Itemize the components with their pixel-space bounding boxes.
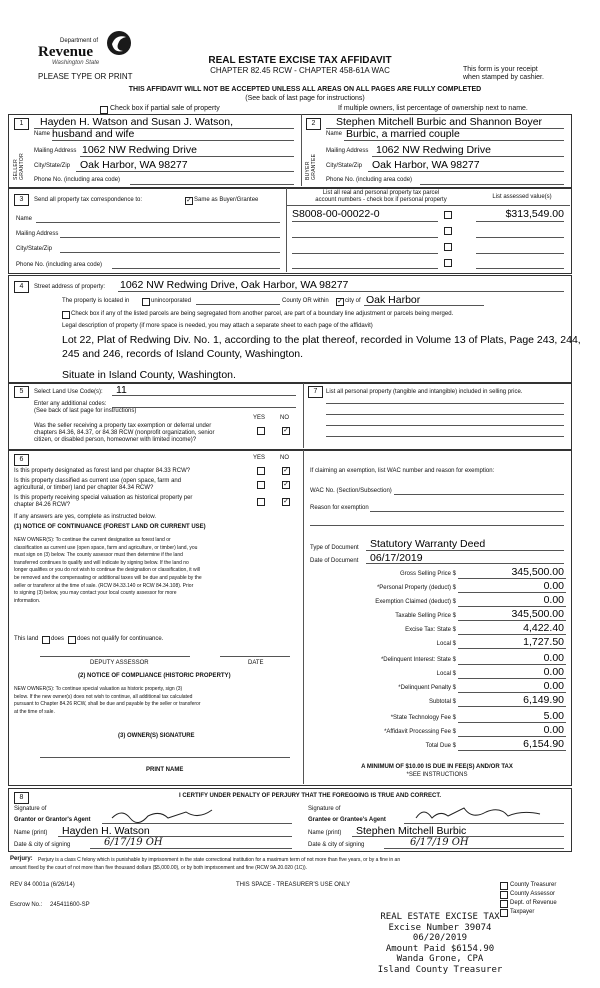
calc-label: *Delinquent Penalty $ xyxy=(398,685,456,691)
located-in-label: The property is located in xyxy=(62,298,130,304)
stamp-line: Island County Treasurer xyxy=(377,964,503,975)
calc-row xyxy=(306,666,570,680)
segregated-checkbox[interactable] xyxy=(62,311,70,319)
corr-city-label: City/State/Zip xyxy=(16,246,53,252)
deputy-assessor-label: DEPUTY ASSESSOR xyxy=(90,660,149,666)
land-does-not-label: does not qualify for continuance. xyxy=(77,636,164,642)
buyer-city-rule xyxy=(368,171,564,172)
escrow-label: Escrow No.: xyxy=(10,902,43,908)
land-use-value[interactable]: 11 xyxy=(116,384,127,396)
assessed-value[interactable]: $313,549.00 xyxy=(505,208,564,220)
seller-name-line2[interactable]: husband and wife xyxy=(52,128,135,140)
calc-value[interactable]: 0.00 xyxy=(543,652,564,664)
seller-city-value[interactable]: Oak Harbor, WA 98277 xyxy=(80,159,188,171)
legal-description-label: Legal description of property (if more space is needed, you may attach a separate sheet to each page of the affidavit) xyxy=(62,323,373,329)
escrow-value: 245411600-SP xyxy=(50,902,90,908)
calc-value[interactable]: 0.00 xyxy=(543,580,564,592)
seller-name-line2-rule xyxy=(52,140,294,141)
dist-county-treasurer: County Treasurer xyxy=(510,882,557,888)
section-3-divider xyxy=(286,188,287,272)
calc-rule xyxy=(458,578,566,579)
street-address-value[interactable]: 1062 NW Redwing Drive, Oak Harbor, WA 98277 xyxy=(120,279,349,291)
calc-row xyxy=(306,636,570,650)
grantee-date-rule xyxy=(384,848,564,849)
buyer-mailing-label: Mailing Address xyxy=(326,148,369,154)
calc-row xyxy=(306,724,570,738)
perjury-label: Perjury: xyxy=(10,856,33,862)
calc-rule xyxy=(458,648,566,649)
calc-row xyxy=(306,680,570,694)
minimum-fee-line2: *SEE INSTRUCTIONS xyxy=(406,772,468,778)
doc-date-rule xyxy=(366,563,564,564)
calc-rule xyxy=(458,634,566,635)
city-of-rule xyxy=(364,305,484,306)
acceptance-warning: THIS AFFIDAVIT WILL NOT BE ACCEPTED UNLESS ALL AREAS ON ALL PAGES ARE FULLY COMPLETED xyxy=(128,86,482,93)
calc-label: Subtotal $ xyxy=(428,699,456,705)
s5-q1-line3: citizen, or disabled person, homeowner with limited income)? xyxy=(34,437,197,443)
this-land-label: This land xyxy=(14,636,39,642)
seller-city-rule xyxy=(76,171,294,172)
legal-line3[interactable]: Situate in Island County, Washington. xyxy=(62,369,236,381)
assessed-rule-2 xyxy=(476,237,564,238)
calc-value[interactable]: 5.00 xyxy=(543,710,564,722)
perjury-text-2: amount fixed by the court of not more than five thousand dollars ($5,000.00), or by both imprisonment and fine (RCW 9A.20.020 (1C)). xyxy=(10,865,308,871)
notice1-line: must sign on (3) below. The county assessor must then determine if the land xyxy=(14,552,183,559)
dept-line2: Revenue xyxy=(38,44,93,60)
corr-mailing-label: Mailing Address xyxy=(16,231,59,237)
multiple-owners-note: If multiple owners, list percentage of ownership next to name. xyxy=(338,105,528,112)
s6-q1: Is this property designated as forest land per chapter 84.33 RCW? xyxy=(14,468,191,474)
legal-line2[interactable]: 245 and 246, records of Island County, Washington. xyxy=(62,348,304,360)
unincorporated-label: unincorporated xyxy=(151,298,192,304)
calc-label: Total Due $ xyxy=(425,743,456,749)
parcel-personal-checkbox-3[interactable] xyxy=(444,243,452,251)
corr-city-rule xyxy=(60,252,280,253)
unincorporated-checkbox[interactable] xyxy=(142,298,150,306)
calc-value[interactable]: 345,500.00 xyxy=(511,566,564,578)
calc-rule xyxy=(458,736,566,737)
city-of-label: city of xyxy=(345,298,361,304)
seller-name-label: Name xyxy=(34,131,51,137)
receipt-line1: This form is your receipt xyxy=(463,66,538,73)
corr-phone-label: Phone No. (including area code) xyxy=(16,262,103,268)
owner-signature-label: (3) OWNER(S) SIGNATURE xyxy=(118,733,195,739)
calc-value[interactable]: 0.00 xyxy=(543,666,564,678)
segregated-label: Check box if any of the listed parcels are being segregated from another parcel, are part of a boundary line adjustment or parcels being merged. xyxy=(71,311,454,317)
assessed-header: List assessed value(s) xyxy=(492,194,552,200)
assessor-date-rule xyxy=(220,656,290,657)
notice2-body xyxy=(14,686,298,716)
city-of-checkbox[interactable]: ✓ xyxy=(337,298,343,305)
stamp-line: Excise Number 39074 xyxy=(388,922,492,933)
s5-q1-yes-checkbox[interactable] xyxy=(257,427,265,435)
buyer-name-line2[interactable]: Burbic, a married couple xyxy=(346,128,460,140)
street-address-label: Street address of property: xyxy=(34,284,106,290)
notice1-line: information. xyxy=(14,597,41,604)
additional-codes-label: Enter any additional codes: xyxy=(34,401,107,407)
calc-rule xyxy=(458,750,566,751)
parcel-personal-checkbox-4[interactable] xyxy=(444,259,452,267)
doc-type-label: Type of Document xyxy=(310,545,359,551)
additional-codes-sub: (See back of last page for instructions) xyxy=(34,408,137,414)
land-does-not-checkbox[interactable] xyxy=(68,636,76,644)
parcel-personal-checkbox-1[interactable] xyxy=(444,211,452,219)
notice1-body xyxy=(14,537,298,605)
land-does-label: does xyxy=(51,636,65,642)
section-4-number: 4 xyxy=(14,281,29,293)
seller-mailing-label: Mailing Address xyxy=(34,148,77,154)
certify-statement: I CERTIFY UNDER PENALTY OF PERJURY THAT THE FOREGOING IS TRUE AND CORRECT. xyxy=(178,793,442,799)
notice1-line: to signing (3) below, you may contact your local county assessor for more xyxy=(14,590,177,597)
grantee-date-handwritten[interactable]: 6/17/19 OH xyxy=(410,837,469,848)
dist-dept-revenue: Dept. of Revenue xyxy=(510,900,557,906)
parcel-header-2: account numbers - check box if personal property xyxy=(315,197,447,203)
notice2-title: (2) NOTICE OF COMPLIANCE (HISTORIC PROPERTY) xyxy=(78,673,231,679)
calc-row xyxy=(306,566,570,580)
parcel-rule-1 xyxy=(292,221,438,222)
s5-q1-line2: chapters 84.36, 84.37, or 84.38 RCW (nonprofit organization, senior xyxy=(34,430,215,436)
s5-yes-header: YES xyxy=(253,415,266,421)
calc-rule xyxy=(458,592,566,593)
personal-property-rule-4 xyxy=(326,436,564,437)
buyer-phone-label: Phone No. (including area code) xyxy=(326,177,413,183)
calc-rule xyxy=(458,692,566,693)
seller-mailing-value[interactable]: 1062 NW Redwing Drive xyxy=(82,144,197,156)
grantor-date-handwritten[interactable]: 6/17/19 OH xyxy=(104,837,163,848)
parcel-header-rule xyxy=(286,205,570,206)
same-as-buyer-checkbox[interactable]: ✓ xyxy=(186,197,192,204)
if-yes-note: If any answers are yes, complete as instructed below. xyxy=(14,514,157,520)
section-3-number: 3 xyxy=(14,194,29,206)
grantee-signature-rule xyxy=(404,823,564,824)
calc-value[interactable]: 6,149.90 xyxy=(523,694,564,706)
section-2-number: 2 xyxy=(306,118,321,130)
reason-rule-1 xyxy=(370,511,564,512)
s6-q2-yes-checkbox[interactable] xyxy=(257,481,265,489)
calc-label: Local $ xyxy=(436,641,456,647)
legal-line1[interactable]: Lot 22, Plat of Redwing Div. No. 1, according to the plat thereof, recorded in Volume 13 of Plats, Page 243, 244, xyxy=(62,334,581,346)
buyer-mailing-value[interactable]: 1062 NW Redwing Drive xyxy=(376,144,491,156)
corr-name-rule xyxy=(36,222,280,223)
section-7-number: 7 xyxy=(308,386,323,398)
land-use-rule xyxy=(112,395,296,396)
grantor-name-value[interactable]: Hayden H. Watson xyxy=(62,825,150,837)
stamp-line: 06/20/2019 xyxy=(412,933,468,943)
s6-q2-no-checkbox[interactable]: ✓ xyxy=(283,481,289,488)
calc-label: Local $ xyxy=(436,671,456,677)
calc-rule xyxy=(458,678,566,679)
notice1-line: seller or transferor at the time of sale. (RCW 84.33.140 or RCW 84.34.108). Prior xyxy=(14,582,194,589)
calc-row xyxy=(306,710,570,724)
calc-row-total xyxy=(306,738,570,752)
minimum-fee-line1: A MINIMUM OF $10.00 IS DUE IN FEE(S) AND/OR TAX xyxy=(361,764,513,770)
s6-no-header: NO xyxy=(280,455,289,461)
calc-row xyxy=(306,652,570,666)
s6-q3-no-checkbox[interactable]: ✓ xyxy=(283,498,289,505)
calc-value[interactable]: 0.00 xyxy=(543,680,564,692)
form-title: REAL ESTATE EXCISE TAX AFFIDAVIT xyxy=(208,55,392,66)
doc-date-value[interactable]: 06/17/2019 xyxy=(370,552,423,564)
wac-no-label: WAC No. (Section/Subsection) xyxy=(310,488,392,494)
grantee-date-city-label: Date & city of signing xyxy=(308,842,365,848)
dist-county-assessor: County Assessor xyxy=(510,891,556,897)
seller-name-line1[interactable]: Hayden H. Watson and Susan J. Watson, xyxy=(40,116,233,128)
calc-row xyxy=(306,580,570,594)
parcel-personal-checkbox-2[interactable] xyxy=(444,227,452,235)
calc-label: Exemption Claimed (deduct) $ xyxy=(375,599,456,605)
dist-county-assessor-checkbox[interactable] xyxy=(500,891,508,899)
exemption-claim-label: If claiming an exemption, list WAC number and reason for exemption: xyxy=(310,468,495,474)
parcel-rule-4 xyxy=(292,268,438,269)
treasurer-stamp xyxy=(320,912,560,975)
seller-phone-label: Phone No. (including area code) xyxy=(34,177,121,183)
s6-yes-header: YES xyxy=(253,455,266,461)
form-subtitle: CHAPTER 82.45 RCW - CHAPTER 458-61A WAC xyxy=(210,66,390,75)
calc-label: Excise Tax: State $ xyxy=(405,627,456,633)
section-5-7-divider xyxy=(303,383,304,448)
section-5-number: 5 xyxy=(14,386,29,398)
s6-q3-line2: chapter 84.26 RCW? xyxy=(14,502,71,508)
notice1-line: be removed and the compensating or additional taxes will be due and payable by the xyxy=(14,574,202,581)
calc-rule xyxy=(458,664,566,665)
personal-property-rule-3 xyxy=(326,425,564,426)
calc-row xyxy=(306,622,570,636)
receipt-line2: when stamped by cashier. xyxy=(463,74,544,81)
parcel-number[interactable]: S8008-00-00022-0 xyxy=(292,208,380,220)
notice1-line: classification as current use (open space, farm and agriculture, or timber) land, you xyxy=(14,544,198,551)
personal-property-rule-2 xyxy=(326,414,564,415)
calc-label: *Personal Property (deduct) $ xyxy=(376,585,456,591)
assessed-rule-1 xyxy=(476,221,564,222)
grantor-signature-of: Signature of xyxy=(14,806,47,812)
grantor-agent-label: Grantor or Grantor's Agent xyxy=(14,817,91,823)
calc-row xyxy=(306,594,570,608)
dist-taxpayer: Taxpayer xyxy=(510,909,535,915)
s6-q2-line2: agricultural, or timber) land per chapter 84.34 RCW? xyxy=(14,485,154,491)
dist-county-treasurer-checkbox[interactable] xyxy=(500,882,508,890)
county-rule xyxy=(196,304,280,305)
street-address-rule xyxy=(118,291,564,292)
calc-value[interactable]: 345,500.00 xyxy=(511,608,564,620)
deputy-assessor-rule xyxy=(40,656,190,657)
calc-value[interactable]: 6,154.90 xyxy=(523,738,564,750)
dist-dept-revenue-checkbox[interactable] xyxy=(500,900,508,908)
buyer-name-line2-rule xyxy=(344,140,564,141)
grantee-name-value[interactable]: Stephen Mitchell Burbic xyxy=(356,825,467,837)
calc-label: Taxable Selling Price $ xyxy=(395,613,456,619)
buyer-side-label: BUYER GRANTEE xyxy=(305,153,317,180)
buyer-city-label: City/State/Zip xyxy=(326,163,363,169)
corr-mailing-rule xyxy=(60,237,280,238)
parcel-rule-2 xyxy=(292,237,438,238)
s5-no-header: NO xyxy=(280,415,289,421)
assessed-rule-3 xyxy=(476,253,564,254)
parcel-header-1: List all real and personal property tax parcel xyxy=(322,190,440,196)
land-does-checkbox[interactable] xyxy=(42,636,50,644)
buyer-name-label: Name xyxy=(326,131,343,137)
grantor-signature-scribble xyxy=(108,806,228,824)
treasurer-use-only: THIS SPACE - TREASURER'S USE ONLY xyxy=(236,882,351,888)
owner-signature-rule xyxy=(40,757,290,758)
calc-value[interactable]: 0.00 xyxy=(543,724,564,736)
seller-mailing-rule xyxy=(80,156,294,157)
calc-row xyxy=(306,608,570,622)
buyer-phone-rule xyxy=(420,184,564,185)
s5-q1-line1: Was the seller receiving a property tax exemption or deferral under xyxy=(34,423,212,429)
calc-value[interactable]: 0.00 xyxy=(543,594,564,606)
buyer-mailing-rule xyxy=(372,156,564,157)
partial-sale-label: Check box if partial sale of property xyxy=(110,105,220,112)
county-or-within-label: County OR within xyxy=(282,298,329,304)
additional-codes-rule xyxy=(112,407,296,408)
seller-side-label: SELLER GRANTOR xyxy=(13,152,25,180)
grantor-name-rule xyxy=(58,836,292,837)
calc-label: *State Technology Fee $ xyxy=(390,715,456,721)
calc-value[interactable]: 4,422.40 xyxy=(523,622,564,634)
buyer-name-line1[interactable]: Stephen Mitchell Burbic and Shannon Boyer xyxy=(336,116,543,128)
stamp-line: REAL ESTATE EXCISE TAX xyxy=(380,912,500,922)
calc-rule xyxy=(458,620,566,621)
doc-type-value[interactable]: Statutory Warranty Deed xyxy=(370,538,486,550)
rev-form-number: REV 84 0001a (6/26/14) xyxy=(10,882,75,888)
land-use-label: Select Land Use Code(s): xyxy=(34,389,103,395)
grantee-signature-of: Signature of xyxy=(308,806,341,812)
doc-date-label: Date of Document xyxy=(310,558,359,564)
dept-line3: Washington State xyxy=(52,60,100,66)
reason-rule-2 xyxy=(310,525,564,526)
notice1-line: longer qualifies or you do not wish to continue the designation or classification, it will xyxy=(14,567,200,574)
section-1-number: 1 xyxy=(14,118,29,130)
perjury-text-1: Perjury is a class C felony which is punishable by imprisonment in the state correctional institution for a maximum term of not more than five years, or by a fine in an xyxy=(38,857,401,863)
please-type-label: PLEASE TYPE OR PRINT xyxy=(38,72,133,81)
calc-rule xyxy=(458,722,566,723)
notice1-title: (1) NOTICE OF CONTINUANCE (FOREST LAND OR CURRENT USE) xyxy=(14,524,206,530)
see-back-instructions: (See back of last page for instructions) xyxy=(245,95,365,102)
calc-value[interactable]: 1,727.50 xyxy=(523,636,564,648)
grantor-date-rule xyxy=(90,848,292,849)
section-6-divider xyxy=(303,450,304,784)
calc-label: *Delinquent Interest: State $ xyxy=(380,657,456,663)
grantee-agent-label: Grantee or Grantee's Agent xyxy=(308,817,386,823)
grantee-name-print-label: Name (print) xyxy=(308,830,342,836)
s6-q3-yes-checkbox[interactable] xyxy=(257,498,265,506)
section-8-number: 8 xyxy=(14,792,29,804)
same-as-buyer-label: Same as Buyer/Grantee xyxy=(194,197,259,203)
stamp-line: Wanda Grone, CPA xyxy=(396,954,484,964)
grantor-signature-rule xyxy=(102,823,292,824)
city-of-value[interactable]: Oak Harbor xyxy=(366,294,421,306)
assessor-date-label: DATE xyxy=(248,660,264,666)
notice2-line: below. If the new owner(s) does not wish to continue, all additional tax calculated xyxy=(14,693,193,700)
calc-rule xyxy=(458,606,566,607)
s5-q1-no-checkbox[interactable]: ✓ xyxy=(283,427,289,434)
notice1-line: NEW OWNER(S): To continue the current designation as forest land or xyxy=(14,537,171,543)
section-6-number: 6 xyxy=(14,454,29,466)
tax-calculation xyxy=(306,566,570,750)
dor-logo xyxy=(38,30,133,68)
grantor-name-print-label: Name (print) xyxy=(14,830,48,836)
assessed-rule-4 xyxy=(476,268,564,269)
doc-type-rule xyxy=(366,550,564,551)
wac-no-rule xyxy=(394,494,564,495)
parties-divider xyxy=(301,114,302,186)
corr-name-label: Name xyxy=(16,216,33,222)
seller-city-label: City/State/Zip xyxy=(34,163,71,169)
dor-swirl-icon xyxy=(106,30,132,56)
grantee-signature-scribble xyxy=(412,804,552,824)
calc-label: Gross Selling Price $ xyxy=(399,571,456,577)
print-name-label: PRINT NAME xyxy=(146,767,184,773)
notice2-line: NEW OWNER(S): To continue special valuation as historic property, sign (3) xyxy=(14,686,183,692)
parcel-rule-3 xyxy=(292,253,438,254)
personal-property-rule-1 xyxy=(326,403,564,404)
grantor-date-city-label: Date & city of signing xyxy=(14,842,71,848)
calc-rule xyxy=(458,706,566,707)
s6-q3-line1: Is this property receiving special valuation as historical property per xyxy=(14,495,193,501)
personal-property-label: List all personal property (tangible and intangible) included in selling price. xyxy=(326,389,523,395)
calc-row xyxy=(306,694,570,708)
calc-label: *Affidavit Processing Fee $ xyxy=(384,729,456,735)
notice2-line: pursuant to Chapter 84.26 RCW, shall be due and payable by the seller or transferor xyxy=(14,701,201,708)
buyer-city-value[interactable]: Oak Harbor, WA 98277 xyxy=(372,159,480,171)
corr-phone-rule xyxy=(112,268,280,269)
s6-q1-no-checkbox[interactable]: ✓ xyxy=(283,467,289,474)
seller-phone-rule xyxy=(130,184,294,185)
dept-line1: Department of xyxy=(60,38,99,44)
notice2-line: at the time of sale. xyxy=(14,708,55,715)
notice1-line: transferred continues to qualify and will indicate by signing below. If the land no xyxy=(14,559,189,566)
reason-label: Reason for exemption xyxy=(310,505,369,511)
s6-q2-line1: Is this property classified as current use (open space, farm and xyxy=(14,478,182,484)
send-correspondence-label: Send all property tax correspondence to: xyxy=(34,197,143,203)
s6-q1-yes-checkbox[interactable] xyxy=(257,467,265,475)
partial-sale-checkbox[interactable] xyxy=(100,106,108,114)
stamp-line: Amount Paid $6154.90 xyxy=(385,943,495,954)
